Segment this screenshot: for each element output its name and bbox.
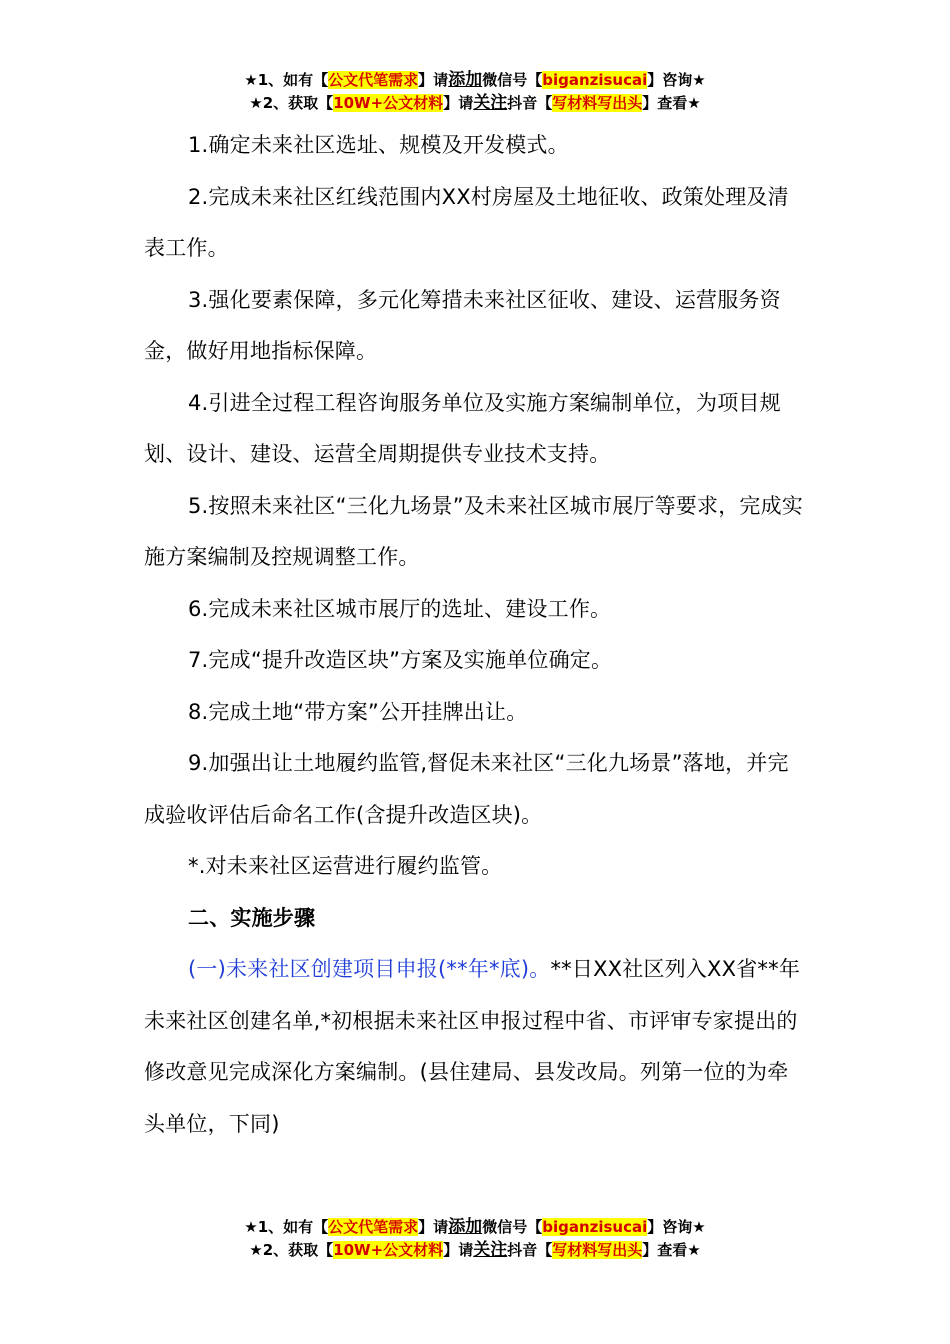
step-body: **日XX社区列入XX省**年未来社区创建名单,*初根据未来社区申报过程中省、市评审专家提出的修改意见完成深化方案编制。(县住建局、县发改局。列第一位的为牵头单位，下同) xyxy=(144,957,801,1136)
list-item: 2.完成未来社区红线范围内XX村房屋及土地征收、政策处理及清表工作。 xyxy=(144,184,789,260)
emphasis-text: 关注 xyxy=(473,1240,508,1260)
promo-line-2: ★2、获取【10W+公文材料】请关注抖音【写材料写出头】查看★ xyxy=(249,1240,701,1260)
list-item: 3.强化要素保障，多元化筹措未来社区征收、建设、运营服务资金，做好用地指标保障。 xyxy=(144,287,781,363)
highlight-text: 公文代笔需求 xyxy=(328,71,419,89)
emphasis-text: 添加 xyxy=(448,70,483,90)
list-item: 5.按照未来社区“三化九场景”及未来社区城市展厅等要求，完成实施方案编制及控规调整工作。 xyxy=(144,493,803,569)
list-item: 7.完成“提升改造区块”方案及实施单位确定。 xyxy=(188,648,613,672)
list-item: 1.确定未来社区选址、规模及开发模式。 xyxy=(188,133,569,157)
promo-banner-top xyxy=(0,69,950,115)
step-paragraph xyxy=(144,944,806,1150)
highlight-text: 10W+公文材料 xyxy=(333,1241,444,1259)
list-item: 6.完成未来社区城市展厅的选址、建设工作。 xyxy=(188,596,612,621)
document-body xyxy=(144,120,806,1150)
promo-line-1: ★1、如有【公文代笔需求】请添加微信号【biganzisucai】咨询★ xyxy=(244,70,706,90)
highlight-text: 公文代笔需求 xyxy=(328,1218,419,1236)
list-item: 8.完成土地“带方案”公开挂牌出让。 xyxy=(188,699,528,724)
promo-banner-bottom xyxy=(0,1216,950,1262)
list-item: 4.引进全过程工程咨询服务单位及实施方案编制单位，为项目规划、设计、建设、运营全周期提供专业技术支持。 xyxy=(144,390,781,466)
douyin-id: 写材料写出头 xyxy=(552,94,643,112)
promo-line-1: ★1、如有【公文代笔需求】请添加微信号【biganzisucai】咨询★ xyxy=(244,1217,706,1237)
list-item: 9.加强出让土地履约监管,督促未来社区“三化九场景”落地，并完成验收评估后命名工作(含提升改造区块)。 xyxy=(144,751,789,827)
list-item: *.对未来社区运营进行履约监管。 xyxy=(188,854,503,878)
emphasis-text: 关注 xyxy=(473,93,508,113)
step-title: (一)未来社区创建项目申报(**年*底)。 xyxy=(188,957,551,981)
highlight-text: 10W+公文材料 xyxy=(333,94,444,112)
emphasis-text: 添加 xyxy=(448,1217,483,1237)
promo-line-2: ★2、获取【10W+公文材料】请关注抖音【写材料写出头】查看★ xyxy=(249,93,701,113)
wechat-id: biganzisucai xyxy=(542,1218,648,1236)
wechat-id: biganzisucai xyxy=(542,71,648,89)
douyin-id: 写材料写出头 xyxy=(552,1241,643,1259)
section-heading: 二、实施步骤 xyxy=(188,905,316,930)
